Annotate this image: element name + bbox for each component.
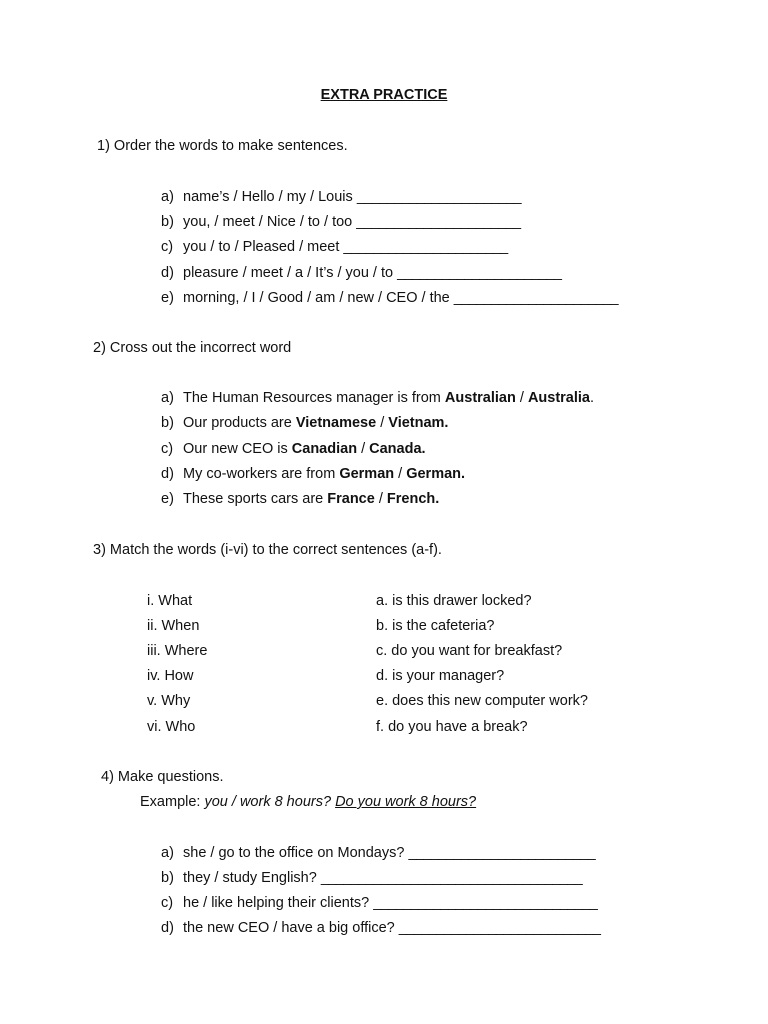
s2-item-e <box>161 490 439 508</box>
item-text: he / like helping their clients? <box>183 895 370 911</box>
item-label: e) <box>161 491 174 507</box>
example-label: Example: <box>140 794 201 810</box>
item-label: c) <box>161 895 174 911</box>
item-label: a) <box>161 845 174 861</box>
match-sentence-a: a. is this drawer locked? <box>376 593 532 609</box>
section-4-heading: 4) Make questions. <box>101 769 224 785</box>
item-label: b) <box>161 214 174 230</box>
option-separator: / <box>394 466 407 482</box>
item-text: you, / meet / Nice / to / too <box>183 214 353 230</box>
match-sentence-c: c. do you want for breakfast? <box>376 643 563 659</box>
section-3-heading: 3) Match the words (i-vi) to the correct sentences (a-f). <box>93 542 442 558</box>
s1-item-d <box>161 264 561 282</box>
item-text: name’s / Hello / my / Louis <box>183 189 353 205</box>
match-sentence-d: d. is your manager? <box>376 668 505 684</box>
match-word-iv: iv. How <box>147 668 194 684</box>
item-text: morning, / I / Good / am / new / CEO / the <box>183 290 450 306</box>
option-separator: / <box>376 415 389 431</box>
option-word-2[interactable]: French. <box>386 491 440 507</box>
option-separator: / <box>357 441 370 457</box>
item-label: e) <box>161 290 174 306</box>
item-text: The Human Resources manager is from <box>183 390 441 406</box>
match-word-i: i. What <box>147 593 193 609</box>
item-text: Our products are <box>183 415 292 431</box>
item-text: they / study English? <box>183 870 317 886</box>
match-word-vi: vi. Who <box>147 719 196 735</box>
answer-blank[interactable]: ______________________ <box>397 265 562 281</box>
s1-item-b <box>161 213 521 231</box>
s1-item-a <box>161 188 521 206</box>
option-separator: / <box>374 491 387 507</box>
example-answer: Do you work 8 hours? <box>335 794 477 810</box>
answer-blank[interactable]: ______________________________ <box>373 895 598 911</box>
item-label: b) <box>161 415 174 431</box>
item-text: she / go to the office on Mondays? <box>183 845 405 861</box>
item-text: pleasure / meet / a / It’s / you / to <box>183 265 394 281</box>
item-text: These sports cars are <box>183 491 324 507</box>
s2-item-c <box>161 440 426 458</box>
item-label: d) <box>161 265 174 281</box>
option-word-1[interactable]: France <box>327 491 375 507</box>
answer-blank[interactable]: ______________________ <box>343 239 508 255</box>
item-label: b) <box>161 870 174 886</box>
option-separator: / <box>515 390 528 406</box>
s4-item-d <box>161 919 600 937</box>
option-word-1[interactable]: Canadian <box>291 441 358 457</box>
example-line <box>140 793 476 811</box>
s2-item-a <box>161 389 594 407</box>
match-word-v: v. Why <box>147 693 191 709</box>
item-label: c) <box>161 441 174 457</box>
answer-blank[interactable]: _________________________ <box>408 845 596 861</box>
match-sentence-e: e. does this new computer work? <box>376 693 588 709</box>
match-word-ii: ii. When <box>147 618 200 634</box>
section-1-heading: 1) Order the words to make sentences. <box>97 138 348 154</box>
match-word-iii: iii. Where <box>147 643 208 659</box>
option-word-2[interactable]: Australia <box>527 390 590 406</box>
page-title: EXTRA PRACTICE <box>320 87 448 103</box>
item-label: a) <box>161 189 174 205</box>
s4-item-c <box>161 894 597 912</box>
example-prompt: you / work 8 hours? <box>204 794 332 810</box>
answer-blank[interactable]: ______________________ <box>356 214 521 230</box>
option-word-2[interactable]: Canada. <box>369 441 426 457</box>
match-sentence-b: b. is the cafeteria? <box>376 618 495 634</box>
answer-blank[interactable]: ______________________ <box>453 290 618 306</box>
option-word-1[interactable]: German <box>339 466 395 482</box>
answer-blank[interactable]: ______________________ <box>356 189 522 205</box>
section-2-heading: 2) Cross out the incorrect word <box>93 340 292 356</box>
item-text: Our new CEO is <box>183 441 288 457</box>
match-sentence-f: f. do you have a break? <box>376 719 528 735</box>
item-text: you / to / Pleased / meet <box>183 239 340 255</box>
s4-item-a <box>161 844 595 862</box>
answer-blank[interactable]: ___________________________ <box>398 920 601 936</box>
item-label: d) <box>161 466 174 482</box>
s2-item-b <box>161 414 448 432</box>
s1-item-c <box>161 238 508 256</box>
s4-item-b <box>161 869 582 887</box>
s1-item-e <box>161 289 618 307</box>
s2-item-d <box>161 465 465 483</box>
answer-blank[interactable]: ___________________________________ <box>320 870 583 886</box>
item-end: . <box>590 390 595 406</box>
item-label: a) <box>161 390 174 406</box>
item-text: My co-workers are from <box>183 466 336 482</box>
option-word-1[interactable]: Vietnamese <box>295 415 377 431</box>
option-word-1[interactable]: Australian <box>444 390 516 406</box>
option-word-2[interactable]: Vietnam. <box>388 415 449 431</box>
item-text: the new CEO / have a big office? <box>183 920 395 936</box>
option-word-2[interactable]: German. <box>406 466 466 482</box>
item-label: c) <box>161 239 174 255</box>
item-label: d) <box>161 920 174 936</box>
